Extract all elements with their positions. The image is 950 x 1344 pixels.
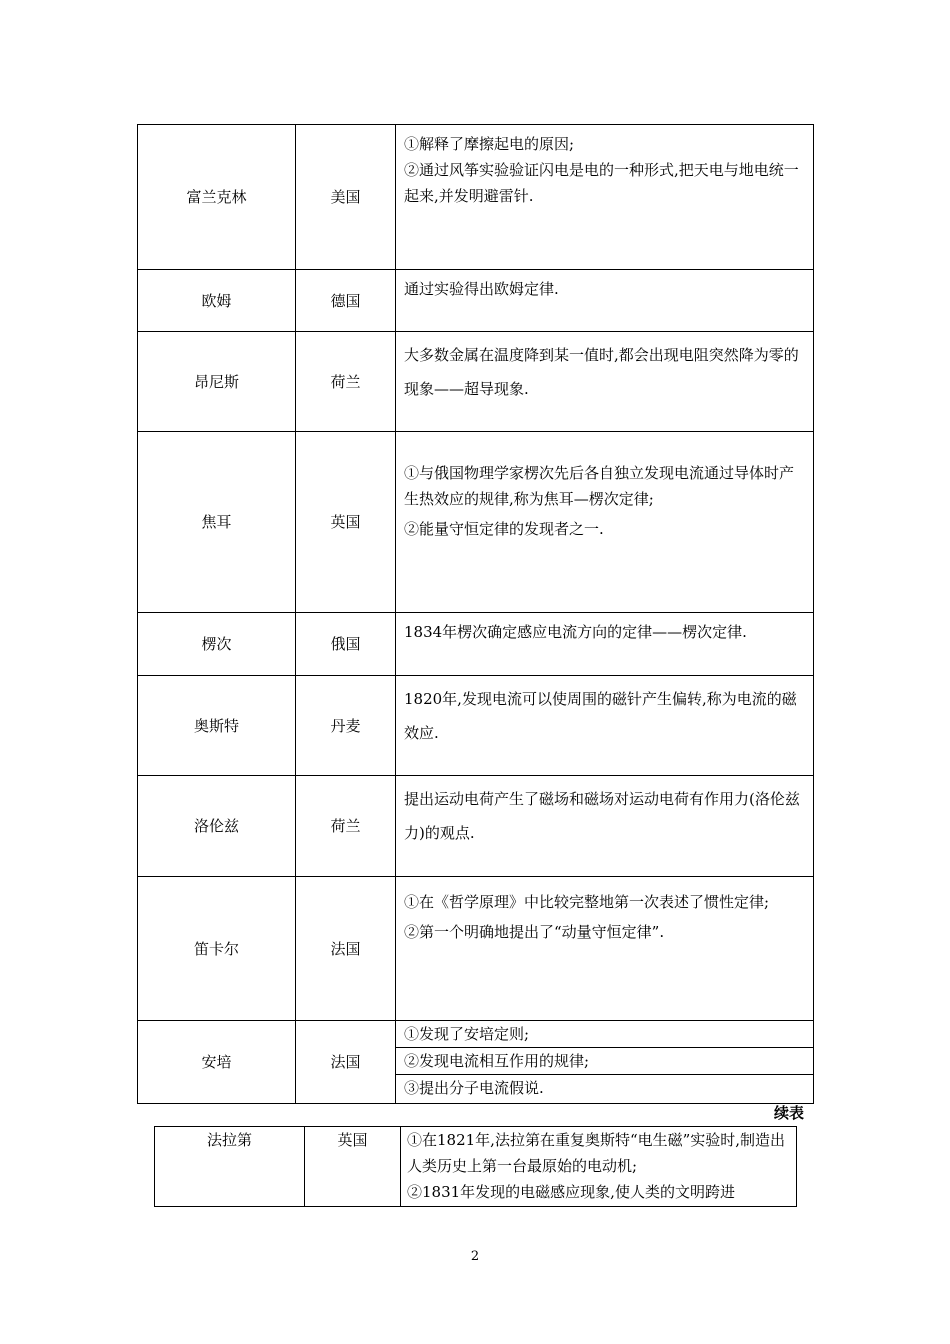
table-row [155,1127,797,1207]
achievement-cell [401,1127,797,1207]
achievement-cell [396,613,814,676]
scientist-name: 富兰克林 [138,125,296,270]
achievement-line: ②能量守恒定律的发现者之一. [404,520,604,538]
scientist-country: 丹麦 [296,676,396,776]
scientist-country: 美国 [296,125,396,270]
achievement-line: ①解释了摩擦起电的原因; [404,135,575,153]
continued-table-label: 续表 [774,1104,805,1122]
achievement-cell [396,332,814,432]
achievement-line: ①与俄国物理学家楞次先后各自独立发现电流通过导体时产生热效应的规律,称为焦耳—楞次定律; [404,464,795,508]
achievement-line: ②1831年发现的电磁感应现象,使人类的文明跨进 [407,1183,735,1201]
table-row [138,332,814,432]
scientist-name: 安培 [138,1021,296,1104]
table-row [138,877,814,1021]
achievement-line: ②第一个明确地提出了“动量守恒定律”. [404,923,665,941]
achievement-line: ①在1821年,法拉第在重复奥斯特“电生磁”实验时,制造出人类历史上第一台最原始的电动机; [407,1131,786,1175]
page-number: 2 [470,1249,480,1264]
achievement-line: 通过实验得出欧姆定律. [404,280,559,298]
scientist-name: 笛卡尔 [138,877,296,1021]
table-row [138,1021,814,1104]
achievement-line: 大多数金属在温度降到某一值时,都会出现电阻突然降为零的现象——超导现象. [404,346,799,398]
scientist-country: 德国 [296,270,396,332]
achievement-line: 提出运动电荷产生了磁场和磁场对运动电荷有作用力(洛伦兹力)的观点. [404,790,800,842]
table-row [138,270,814,332]
achievement-line: ②发现电流相互作用的规律; [396,1048,813,1075]
achievement-line: ②通过风筝实验验证闪电是电的一种形式,把天电与地电统一起来,并发明避雷针. [404,161,799,205]
physicists-table [137,124,814,1104]
achievement-cell [396,776,814,877]
continued-table [154,1126,797,1207]
achievement-cell [396,125,814,270]
scientist-country: 英国 [296,432,396,613]
achievement-cell [396,270,814,332]
scientist-country: 法国 [296,877,396,1021]
table-row [138,613,814,676]
scientist-name: 洛伦兹 [138,776,296,877]
achievement-line: ①在《哲学原理》中比较完整地第一次表述了惯性定律; [404,893,770,911]
achievement-cell [396,877,814,1021]
scientist-country: 荷兰 [296,776,396,877]
scientist-country: 英国 [305,1127,401,1207]
scientist-country: 俄国 [296,613,396,676]
achievement-cell [396,1021,814,1104]
achievement-line: ①发现了安培定则; [396,1021,813,1048]
table-row [138,776,814,877]
scientist-name: 楞次 [138,613,296,676]
scientist-name: 焦耳 [138,432,296,613]
achievement-line: 1834年楞次确定感应电流方向的定律——楞次定律. [404,623,747,641]
achievement-line: ③提出分子电流假说. [404,1079,544,1097]
scientist-name: 欧姆 [138,270,296,332]
achievement-cell [396,676,814,776]
table-row [138,125,814,270]
achievement-cell [396,432,814,613]
scientist-name: 法拉第 [155,1127,305,1207]
table-row [138,676,814,776]
scientist-name: 奥斯特 [138,676,296,776]
achievement-line: 1820年,发现电流可以使周围的磁针产生偏转,称为电流的磁效应. [404,690,797,742]
table-row [138,432,814,613]
scientist-country: 荷兰 [296,332,396,432]
scientist-name: 昂尼斯 [138,332,296,432]
scientist-country: 法国 [296,1021,396,1104]
